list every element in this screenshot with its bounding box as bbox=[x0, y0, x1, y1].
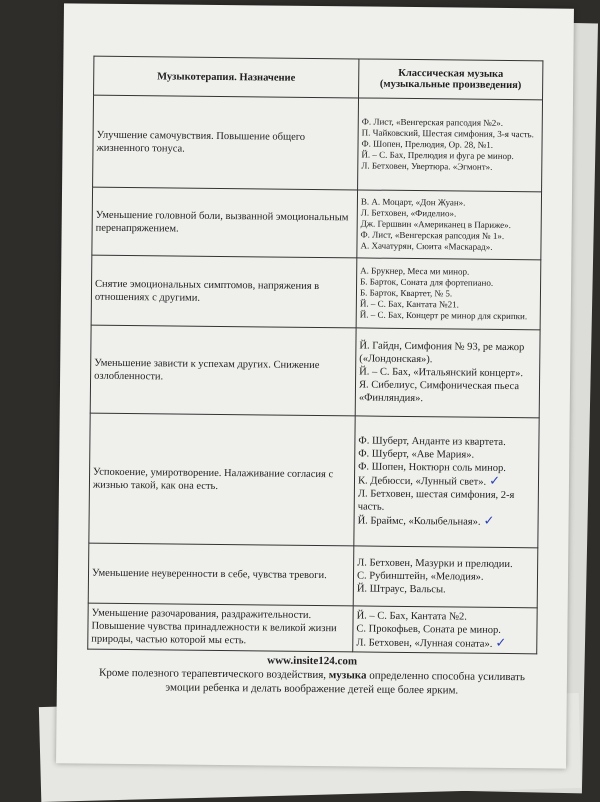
work-item: Я. Сибелиус, Симфоническая пьеса «Финляндия». bbox=[358, 379, 520, 405]
works-cell bbox=[353, 546, 538, 608]
work-item: Ф. Шуберт, «Аве Мария». bbox=[358, 448, 475, 461]
purpose-cell: Уменьшение головной боли, вызванной эмоциональным перенапряжением. bbox=[92, 187, 358, 258]
table-row bbox=[89, 413, 539, 548]
work-item: А. Хачатурян, Сюита «Маскарад». bbox=[360, 240, 493, 252]
paper-sheet bbox=[56, 3, 574, 768]
works-cell bbox=[357, 190, 542, 260]
check-mark-icon: ✓ bbox=[483, 513, 495, 529]
purpose-cell: Успокоение, умиротворение. Налаживание согласия с жизнью такой, как она есть. bbox=[89, 413, 355, 546]
work-item: Б. Барток, Соната для фортепиано. bbox=[360, 276, 494, 288]
work-item: П. Чайковский, Шестая симфония, 3-я часть. bbox=[361, 127, 534, 140]
table-row bbox=[88, 603, 537, 654]
work-item: Л. Бетховен, «Фиделио». bbox=[360, 207, 457, 219]
work-item: Й. – С. Бах, Кантата №21. bbox=[359, 298, 459, 310]
work-item: Л. Бетховен, Мазурки и прелюдии. bbox=[357, 557, 513, 571]
table-row bbox=[93, 95, 543, 192]
work-item: Й. Гайдн, Симфония № 93, ре мажор («Лондонская»). bbox=[359, 340, 525, 366]
footer-text-start: Кроме полезного терапевтического воздействия, bbox=[98, 666, 329, 682]
work-item: Й. – С. Бах, Кантата №2. bbox=[356, 609, 467, 623]
table-row bbox=[91, 255, 541, 330]
works-cell bbox=[353, 606, 537, 654]
header-purpose: Музыкотерапия. Назначение bbox=[94, 56, 359, 98]
work-item: Дж. Гершвин «Американец в Париже». bbox=[360, 218, 511, 231]
work-item: Ф. Шопен, Ноктюрн соль минор. bbox=[358, 461, 506, 475]
work-item: Л. Бетховен, шестая симфония, 2-я часть. bbox=[357, 488, 515, 513]
work-item: Й. Штраус, Вальсы. bbox=[356, 583, 446, 596]
purpose-cell: Уменьшение разочарования, раздражительности. Повышение чувства принадлежности к великой жизни природы, частью которой мы есть. bbox=[88, 603, 353, 652]
footer-text-end: определенно способна усиливать эмоции ребенка и делать воображение детей еще более ярким. bbox=[165, 669, 525, 697]
work-item: В. А. Моцарт, «Дон Жуан». bbox=[360, 196, 466, 208]
work-item: Ф. Лист, «Венгерская рапсодия №2». bbox=[361, 116, 504, 128]
works-cell bbox=[354, 416, 539, 548]
work-item: Л. Бетховен, Увертюра. «Эгмонт». bbox=[361, 160, 493, 172]
work-item: Ф. Лист, «Венгерская рапсодия № 1». bbox=[360, 229, 505, 241]
footer-text bbox=[87, 666, 537, 699]
purpose-cell: Уменьшение зависти к успехам других. Снижение озлобленности. bbox=[90, 325, 356, 416]
site-url: www.insite124.com bbox=[267, 654, 358, 668]
check-mark-icon: ✓ bbox=[489, 473, 501, 489]
work-item: Ф. Шуберт, Анданте из квартета. bbox=[358, 435, 506, 449]
works-cell bbox=[358, 98, 543, 192]
footer bbox=[87, 652, 537, 699]
table-header-row bbox=[94, 56, 543, 100]
work-item: Й. – С. Бах, Прелюдия и фуга ре минор. bbox=[361, 149, 514, 162]
work-item: С. Рубинштейн, «Мелодия». bbox=[356, 570, 484, 583]
work-item: Л. Бетховен, «Лунная соната». bbox=[356, 636, 493, 650]
works-cell bbox=[355, 328, 540, 418]
work-item: С. Прокофьев, Соната ре минор. bbox=[356, 622, 501, 636]
work-item: Ф. Шопен, Прелюдия, Ор. 28, №1. bbox=[361, 138, 494, 150]
work-item: Й. – С. Бах, «Итальянский концерт». bbox=[359, 366, 524, 380]
purpose-cell: Снятие эмоциональных симптомов, напряжения в отношениях с другими. bbox=[91, 255, 357, 328]
footer-text-bold: музыка bbox=[328, 669, 367, 682]
works-cell bbox=[356, 258, 541, 330]
work-item: Й. Браймс, «Колыбельная». bbox=[357, 515, 481, 528]
work-item: Б. Барток, Квартет, № 5. bbox=[359, 287, 453, 299]
table-row bbox=[92, 187, 542, 260]
music-therapy-table bbox=[87, 56, 543, 655]
table-row bbox=[90, 325, 540, 418]
table-row bbox=[88, 543, 538, 608]
work-item: К. Дебюсси, «Лунный свет». bbox=[357, 475, 487, 488]
header-music: Классическая музыка (музыкальные произведения) bbox=[359, 59, 543, 100]
check-mark-icon: ✓ bbox=[495, 635, 507, 651]
purpose-cell: Уменьшение неуверенности в себе, чувства тревоги. bbox=[88, 543, 354, 606]
work-item: А. Брукнер, Меса ми минор. bbox=[360, 265, 470, 277]
purpose-cell: Улучшение самочувствия. Повышение общего жизненного тонуса. bbox=[93, 95, 359, 190]
work-item: Й. – С. Бах, Концерт ре минор для скрипки. bbox=[359, 309, 528, 322]
